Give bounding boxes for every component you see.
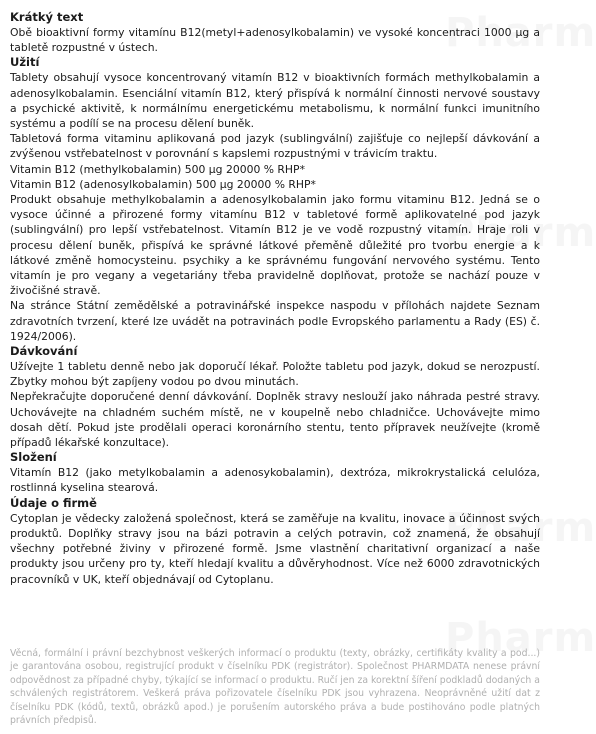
paragraph: Cytoplan je vědecky založená společnost, která se zaměřuje na kvalitu, inovace a účinnost svých produktů. Doplňky stravy jsou na bázi potravin a celých potravin, což znamená, že obsahují všechny potřebné živiny v přirozené formě. Jsme vlastnění charitativní organizací a naše produkty jsou určeny pro ty, kteří hledají kvalitu a důvěryhodnost. Více než 6000 zdravotnických pracovníků v UK, kteří objednávají od Cytoplanu. [10, 511, 540, 586]
nutrient-line: Vitamin B12 (adenosylkobalamin) 500 µg 20000 % RHP* [10, 177, 316, 191]
section-short-text [10, 10, 540, 55]
section-heading: Složení [10, 450, 57, 465]
section-use [10, 55, 540, 344]
paragraph: Tablety obsahují vysoce koncentrovaný vitamín B12 v bioaktivních formách methylkobalamin a adenosylkobalamin. Esenciální vitamín B12, který přispívá k normální činnosti nervové soustavy a psychické aktivitě, k normálnímu energetickému metabolismu, k normální funkci imunitního systému a podílí se na procesu dělení buněk. [10, 71, 540, 131]
section-heading: Dávkování [10, 344, 78, 359]
paragraph: Užívejte 1 tabletu denně nebo jak doporučí lékař. Položte tabletu pod jazyk, dokud se nerozpustí. Zbytky mohou být zapíjeny vodou po dvou minutách. [10, 360, 540, 389]
section-company [10, 496, 540, 587]
pharmdata-watermark: Pharm [445, 10, 596, 56]
pharmdata-watermark: Pharm [445, 615, 596, 661]
paragraph: Na stránce Státní zemědělské a potravinářské inspekce naspodu v přílohách najdete Seznam zdravotních tvrzení, které lze uvádět na potravinách podle Evropského parlamentu a Rady (ES) č. 1924/2006). [10, 299, 540, 343]
paragraph: Vitamín B12 (jako metylkobalamin a adenosykobalamin), dextróza, mikrokrystalická celulóza, rostlinná kyselina stearová. [10, 466, 540, 495]
product-description [10, 10, 540, 587]
nutrient-line: Vitamin B12 (methylkobalamin) 500 µg 20000 % RHP* [10, 162, 305, 176]
legal-disclaimer: Věcná, formální i právní bezchybnost veškerých informací o produktu (texty, obrázky, certifikáty kvality a pod...) je garantována osobou, registrující produkt v číselníku PDK (registrátor). Společnost PHARMDATA nenese právní odpovědnost za případné chyby, týkající se informací o produktu. Ručí jen za korektní šíření podkladů dodaných a schválených registrátorem. Veškerá práva pořizovatele číselníku PDK jsou vyhrazena. Neoprávněné užití dat z číselníku PDK (kódů, textů, obrázků apod.) je porušením autorského práva a bude postihováno podle platných právních předpisů. [10, 648, 540, 727]
section-heading: Užití [10, 55, 40, 70]
paragraph: Produkt obsahuje methylkobalamin a adenosylkobalamin jako formu vitaminu B12. Jedná se o vysoce účinné a přirozené formy vitamínu B12 v tabletové formě aplikovatelné pod jazyk (sublingvální) pro lepší vstřebatelnost. Vitamín B12 je ve vodě rozpustný vitamín. Hraje roli v procesu dělení buněk, přispívá ke správné látkové přeměně důležité pro tvorbu energie a k látkové změně homocysteinu. psychiky a ke správnému fungování nervového systému. Tento vitamín je pro vegany a vegetariány třeba pravidelně doplňovat, protože se nachází pouze v živočišné stravě. [10, 193, 540, 298]
section-composition [10, 450, 540, 495]
paragraph: Obě bioaktivní formy vitamínu B12(metyl+adenosylkobalamin) ve vysoké koncentraci 1000 µg a tabletě rozpustné v ústech. [10, 26, 540, 55]
section-heading: Údaje o firmě [10, 495, 97, 510]
paragraph: Nepřekračujte doporučené denní dávkování. Doplněk stravy neslouží jako náhrada pestré stravy. Uchovávejte na chladném suchém místě, ne v koupelně nebo chladničce. Uchovávejte mimo dosah dětí. Pokud jste prodělali operaci koronárního stentu, tento přípravek neužívejte (kromě případů lékařské konzultace). [10, 390, 540, 450]
section-heading: Krátký text [10, 10, 84, 24]
section-dosage [10, 344, 540, 450]
pharmdata-watermark: Pharm [445, 505, 596, 551]
pharmdata-watermark: Pharm [445, 210, 596, 256]
paragraph: Tabletová forma vitaminu aplikovaná pod jazyk (sublingvální) zajišťuje co nejlepší dávkování a zvýšenou vstřebatelnost v porovnání s kapslemi rozpustnými v trávicím traktu. [10, 132, 540, 161]
